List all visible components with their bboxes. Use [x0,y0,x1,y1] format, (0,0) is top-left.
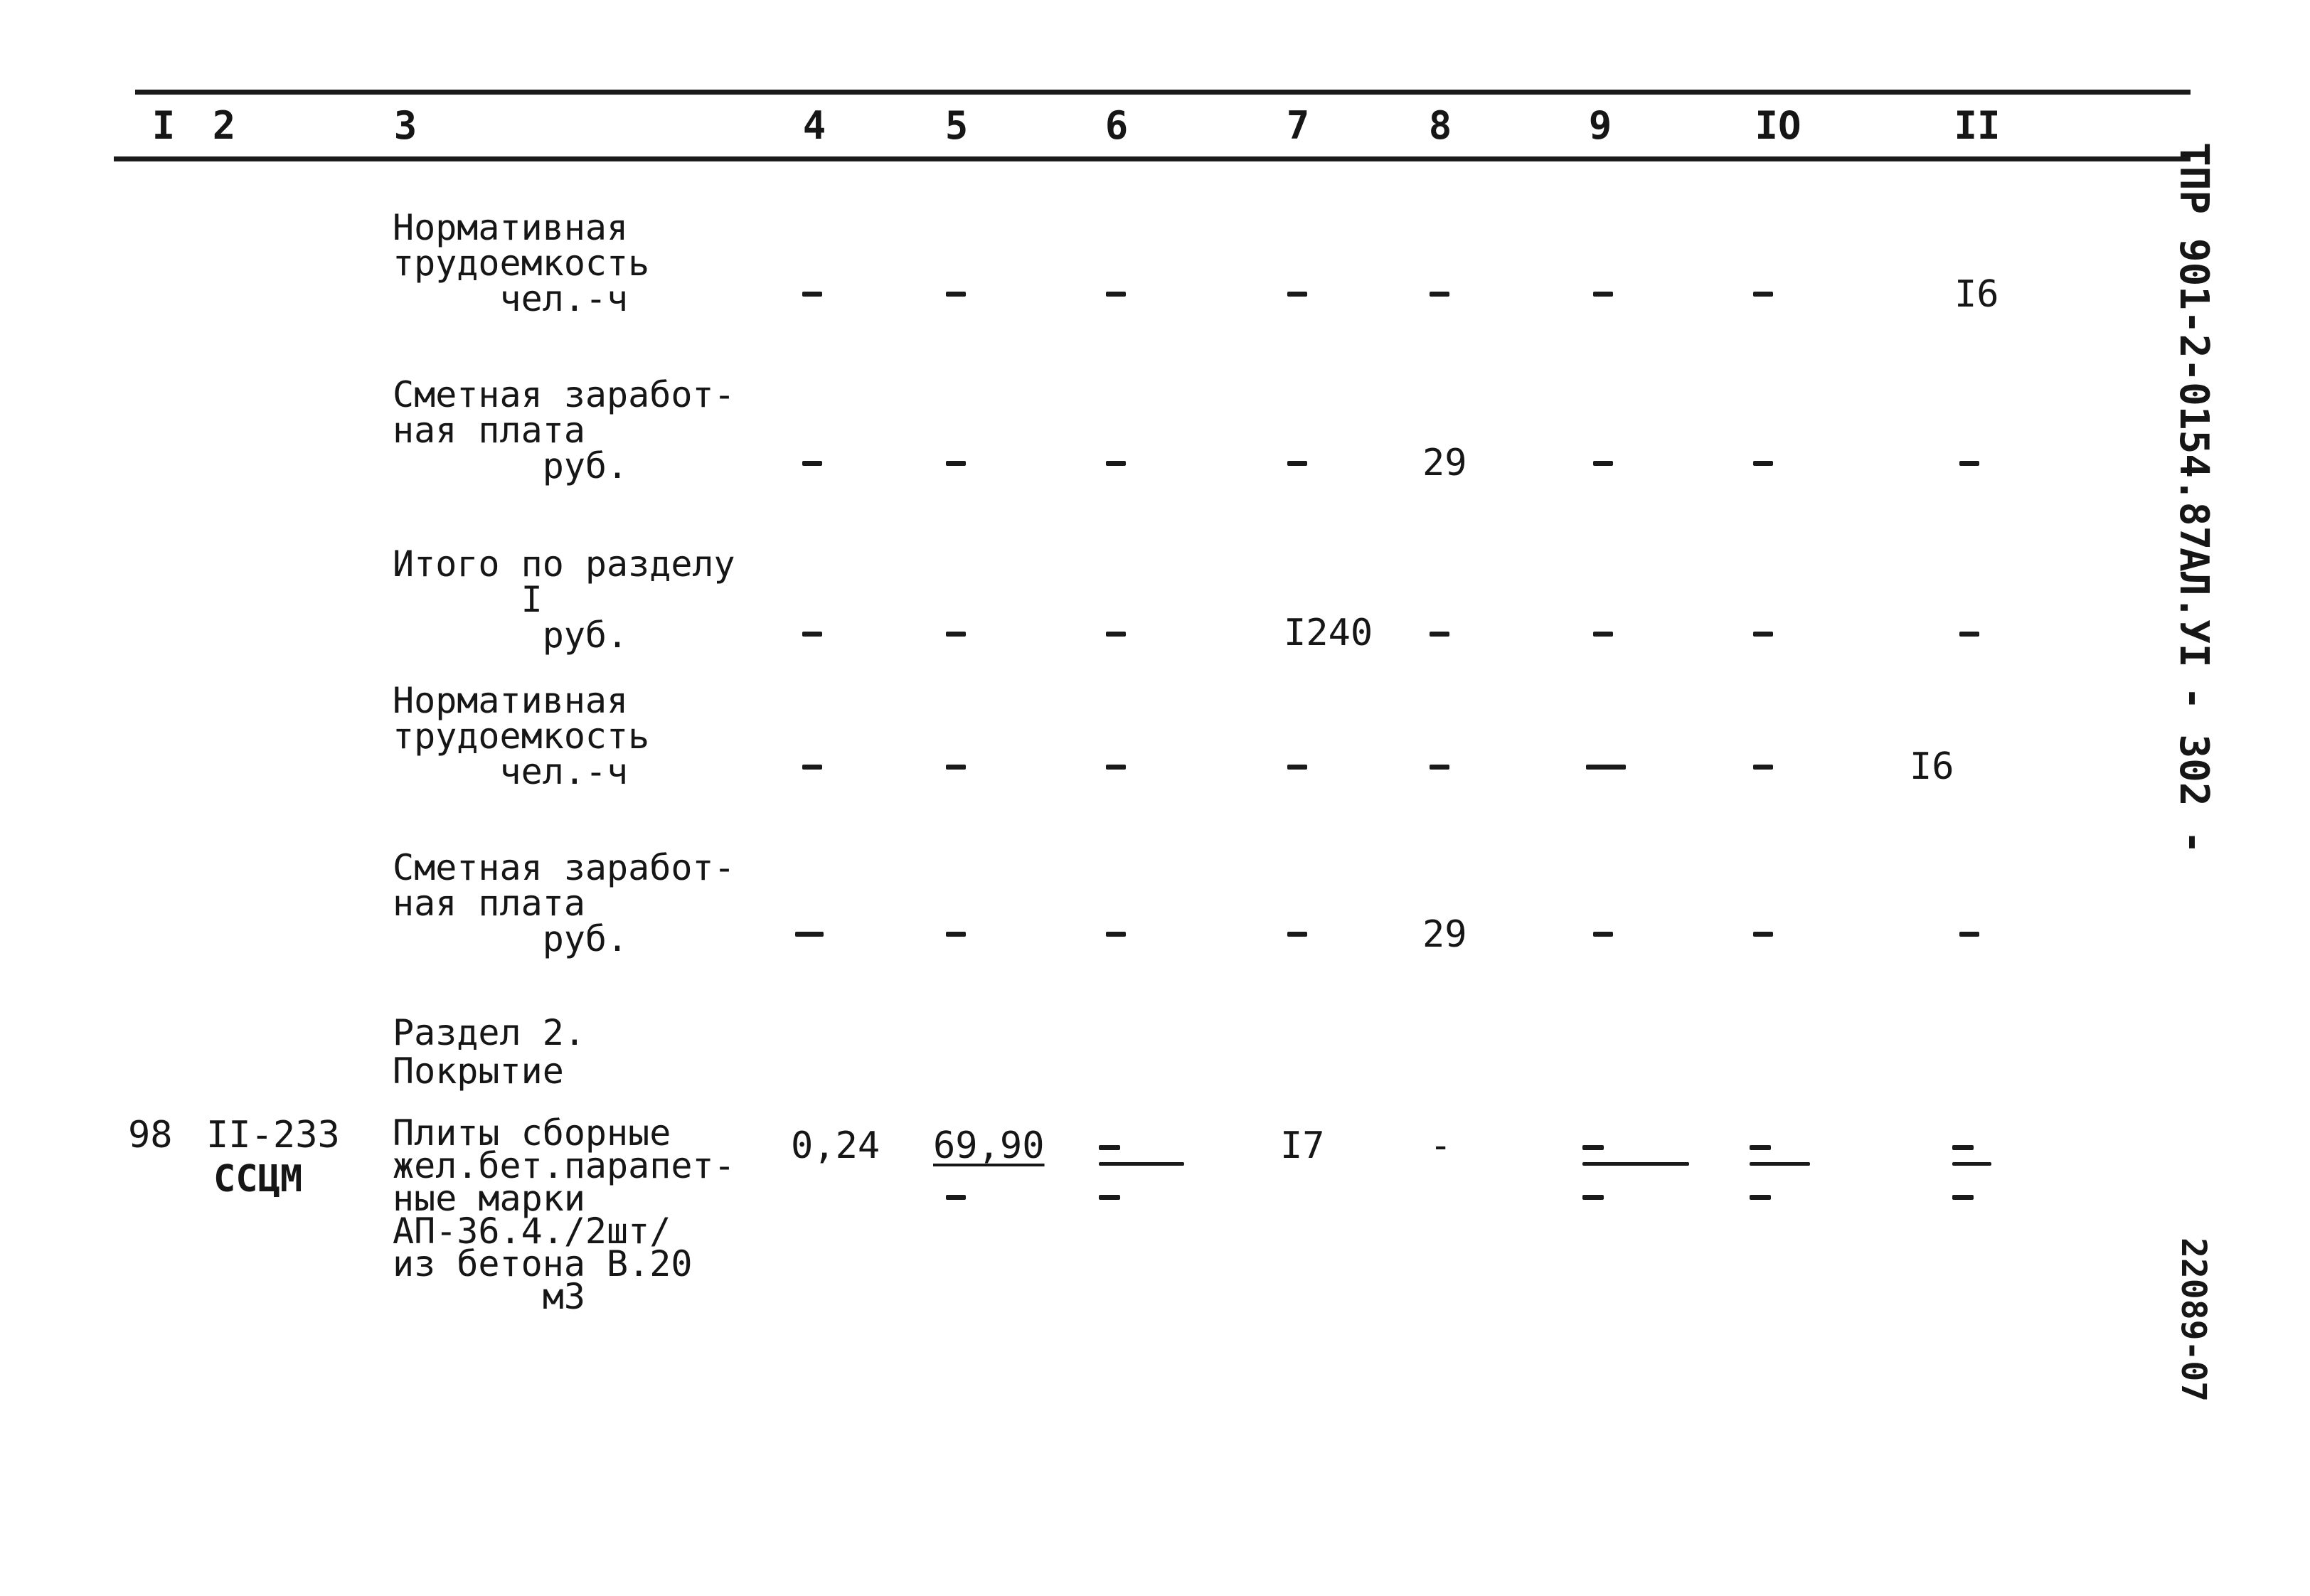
label-line: руб. [393,918,629,959]
empty-dash [1753,292,1773,297]
empty-dash [1099,1145,1120,1150]
empty-dash [1582,1145,1604,1150]
col-header-3: 3 [393,103,417,148]
empty-dash [1593,932,1613,937]
item-number: 98 [128,1114,173,1156]
col-header-4: 4 [802,103,826,148]
album-code: АЛ.УI [2171,548,2217,668]
sheet-number: 22089-07 [2173,1238,2213,1403]
item-col8: - [1430,1124,1452,1167]
empty-dash [1430,765,1449,770]
empty-dash [946,632,966,637]
empty-dash [1106,632,1126,637]
page-number: - 302 - [2171,686,2217,855]
label-line: Нормативная [393,207,629,248]
empty-dash [802,292,822,297]
label-line: из бетона В.20 [393,1243,693,1284]
empty-dash [1750,1145,1771,1150]
label-line: Сметная заработ- [393,374,735,415]
cell-value: I6 [1910,745,1954,788]
empty-dash [802,461,822,466]
empty-dash [1753,932,1773,937]
empty-dash [1593,632,1613,637]
empty-dash [1959,632,1979,637]
empty-dash [1430,632,1449,637]
empty-dash [1753,632,1773,637]
empty-dash [1582,1195,1604,1200]
empty-dash [1287,765,1307,770]
empty-dash [1959,461,1979,466]
label-line: руб. [393,615,629,656]
empty-dash [1287,292,1307,297]
empty-dash [1753,461,1773,466]
empty-dash [1952,1145,1974,1150]
empty-dash [1287,461,1307,466]
col-header-1: I [151,103,176,148]
item-label [393,1112,735,1317]
label-line: жел.бет.парапет- [393,1145,735,1186]
label-line: Нормативная [393,680,629,721]
label-line: ная плата [393,410,585,451]
top-rule [135,90,2191,95]
empty-dash [1952,1195,1974,1200]
col-header-9: 9 [1588,103,1612,148]
label-line: руб. [393,445,629,486]
empty-dash [1106,292,1126,297]
fraction-line [1099,1162,1184,1166]
col-header-7: 7 [1286,103,1310,148]
col-header-8: 8 [1428,103,1452,148]
fraction-line [1952,1162,1991,1166]
item-price: 69,90 [933,1124,1045,1167]
empty-dash [946,932,966,937]
label-line: ные марки [393,1178,585,1219]
fraction-line [1750,1162,1810,1166]
item-col7: I7 [1280,1124,1325,1167]
section-title: Покрытие [393,1050,564,1092]
item-code: II-233 [206,1114,340,1156]
empty-dash [1586,765,1626,770]
empty-dash [946,461,966,466]
cell-value: I6 [1954,273,1999,316]
empty-dash [946,1195,966,1200]
empty-dash [1106,932,1126,937]
empty-dash [1593,461,1613,466]
item-code-sub: ССЦМ [213,1158,303,1201]
col-header-10: IO [1755,103,1801,148]
empty-dash [1287,932,1307,937]
label-line: трудоемкость [393,715,650,757]
item-qty: 0,24 [791,1124,880,1167]
label-line: Итого по разделу [393,543,735,585]
section-number: Раздел 2. [393,1012,585,1053]
cell-value: 29 [1422,913,1467,956]
empty-dash [1106,765,1126,770]
label-line: чел.-ч [393,751,629,792]
header-rule [114,156,2191,161]
label-line: I [393,579,543,620]
label-line: трудоемкость [393,243,650,284]
row-label [393,374,735,486]
empty-dash [802,765,822,770]
empty-dash [1753,765,1773,770]
empty-dash [1959,932,1979,937]
empty-dash [946,292,966,297]
empty-dash [946,765,966,770]
empty-dash [1430,292,1449,297]
empty-dash [795,932,824,937]
label-line: м3 [393,1276,585,1317]
cell-value: I240 [1284,612,1373,654]
empty-dash [1106,461,1126,466]
col-header-5: 5 [944,103,969,148]
row-label [393,680,650,792]
row-label [393,543,735,656]
fraction-line [1582,1162,1689,1166]
label-line: ная плата [393,883,585,924]
empty-dash [1593,292,1613,297]
empty-dash [1750,1195,1771,1200]
label-line: Сметная заработ- [393,847,735,888]
col-header-2: 2 [212,103,236,148]
row-label [393,847,735,959]
section-heading [393,1014,585,1090]
cell-value: 29 [1422,442,1467,484]
col-header-6: 6 [1105,103,1129,148]
empty-dash [1099,1195,1120,1200]
label-line: Плиты сборные [393,1112,671,1154]
row-label [393,207,650,319]
label-line: чел.-ч [393,278,629,319]
document-code: ТПР 901-2-0154.87 [2171,142,2217,550]
empty-dash [802,632,822,637]
col-header-11: II [1954,103,2001,148]
label-line: АП-36.4./2шт/ [393,1211,671,1252]
